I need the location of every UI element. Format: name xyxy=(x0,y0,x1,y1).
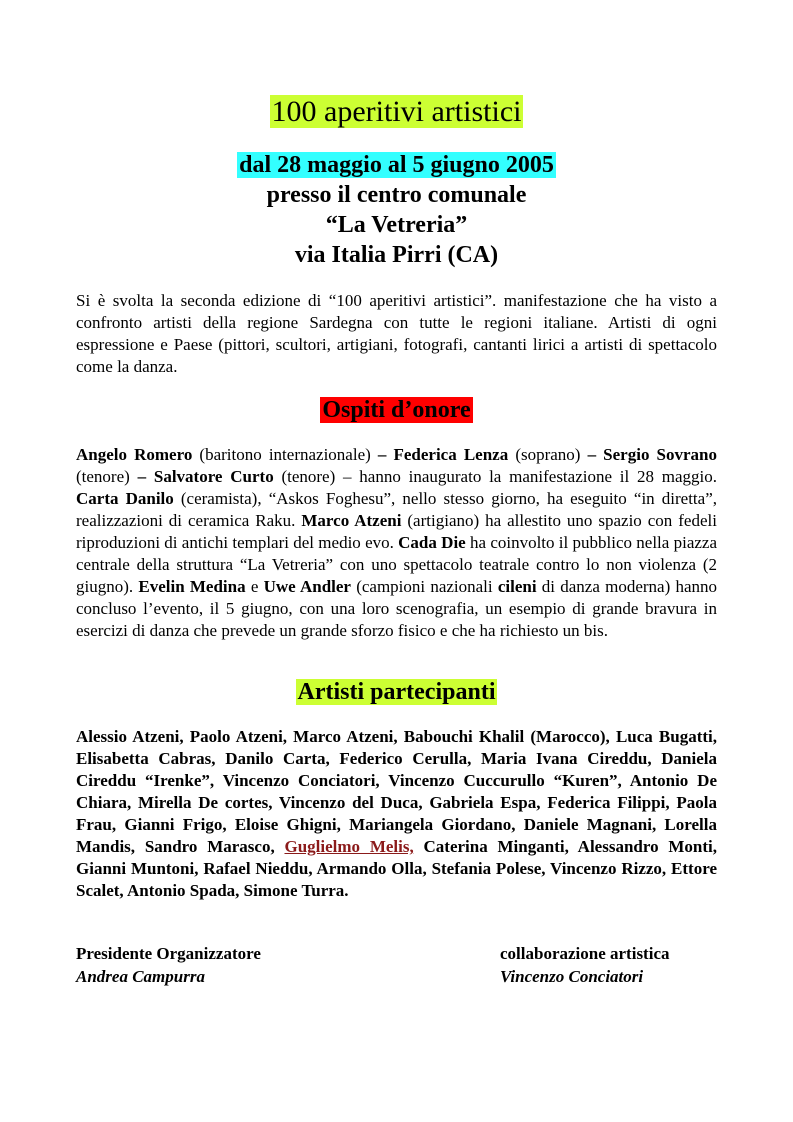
event-venue-name: “La Vetreria” xyxy=(325,212,468,238)
guest-text: (ceramista), “Askos Foghesu”, nello stesso giorno, ha eseguito “in diretta”, realizzazioni di ceramica Raku. xyxy=(76,489,717,530)
separator: – xyxy=(587,445,597,464)
event-address: via Italia Pirri (CA) xyxy=(294,242,499,268)
artists-list-part1: Alessio Atzeni, Paolo Atzeni, Marco Atzeni, Babouchi Khalil (Marocco), Luca Bugatti, Elisabetta Cabras, Danilo Carta, Federico Cerulla, Maria Ivana Cireddu, Daniela Cireddu “Irenke”, Vincenzo Conciatori, Vincenzo Cuccurullo “Kuren”, Antonio De Chiara, Mirella De cortes, Vincenzo del Duca, Gabriela Espa, Federica Filippi, Paola Frau, Gianni Frigo, Eloise Ghigni, Mariangela Giordano, Daniele Magnani, Lorella Mandis, Sandro Marasco, xyxy=(76,727,717,856)
guest-name: Marco Atzeni xyxy=(301,511,402,530)
separator: – xyxy=(137,467,147,486)
guest-name: Sergio Sovrano xyxy=(603,445,717,464)
artists-heading xyxy=(76,676,717,708)
guest-name: Cada Die xyxy=(398,533,466,552)
guest-text: (tenore) xyxy=(76,467,138,486)
guest-text: ha coinvolto il pubblico nella piazza centrale della struttura “La Vetreria” con uno spettacolo teatrale contro lo non violenza (2 giugno). xyxy=(76,533,718,596)
signature-left-role: Presidente Organizzatore xyxy=(76,944,261,963)
guest-name: Evelin Medina xyxy=(138,577,246,596)
guest-bold-word: cileni xyxy=(497,577,537,596)
signature-right-name: Vincenzo Conciatori xyxy=(500,967,644,986)
guest-text: (tenore) – hanno inaugurato la manifestazione il 28 maggio. xyxy=(273,467,718,486)
guest-text: (soprano) xyxy=(508,445,588,464)
artists-heading-text: Artisti partecipanti xyxy=(297,679,496,705)
page-title xyxy=(76,92,717,132)
signature-right-role: collaborazione artistica xyxy=(500,944,670,963)
guests-heading-text: Ospiti d’onore xyxy=(322,397,471,423)
guest-text: e xyxy=(245,577,264,596)
guest-name: Carta Danilo xyxy=(76,489,174,508)
signature-left-name: Andrea Campurra xyxy=(76,967,205,986)
guest-text: (campioni nazionali xyxy=(350,577,498,596)
guests-heading xyxy=(76,394,717,426)
artists-paragraph xyxy=(76,726,717,902)
event-dates: dal 28 maggio al 5 giugno 2005 xyxy=(239,152,554,178)
guest-name: Federica Lenza xyxy=(393,445,509,464)
artists-list-part2: Caterina Minganti, Alessandro Monti, Gianni Muntoni, Rafael Nieddu, Armando Olla, Stefania Polese, Vincenzo Rizzo, Ettore Scalet, Antonio Spada, Simone Turra. xyxy=(76,837,718,900)
guest-name: Angelo Romero xyxy=(76,445,193,464)
guest-text: di danza moderna) hanno concluso l’evento, il 5 giugno, con una loro scenografia, un esempio di grande bravura in esercizi di danza che prevede un grande sforzo fisico e che ha richiesto un bis. xyxy=(76,577,717,640)
guest-text: (baritono internazionale) xyxy=(192,445,378,464)
guests-paragraph xyxy=(76,444,717,642)
event-venue-line: presso il centro comunale xyxy=(266,182,527,208)
signature-left xyxy=(76,942,261,988)
guest-text: (artigiano) ha allestito uno spazio con fedeli riproduzioni di antichi templari del medio evo. xyxy=(76,511,717,552)
guest-name: Salvatore Curto xyxy=(153,467,274,486)
intro-paragraph: Si è svolta la seconda edizione di “100 aperitivi artistici”. manifestazione che ha visto a confronto artisti della regione Sardegna con tutte le regioni italiane. Artisti di ogni espressione e Paese (pittori, scultori, artigiani, fotografi, cantanti lirici a artisti di spettacolo come la danza. xyxy=(76,291,717,376)
highlighted-artist-name: Guglielmo Melis, xyxy=(284,837,414,856)
title-text: 100 aperitivi artistici xyxy=(271,95,522,128)
separator: – xyxy=(377,445,387,464)
guest-name: Uwe Andler xyxy=(263,577,351,596)
signature-right xyxy=(500,942,670,988)
event-header xyxy=(76,150,717,270)
